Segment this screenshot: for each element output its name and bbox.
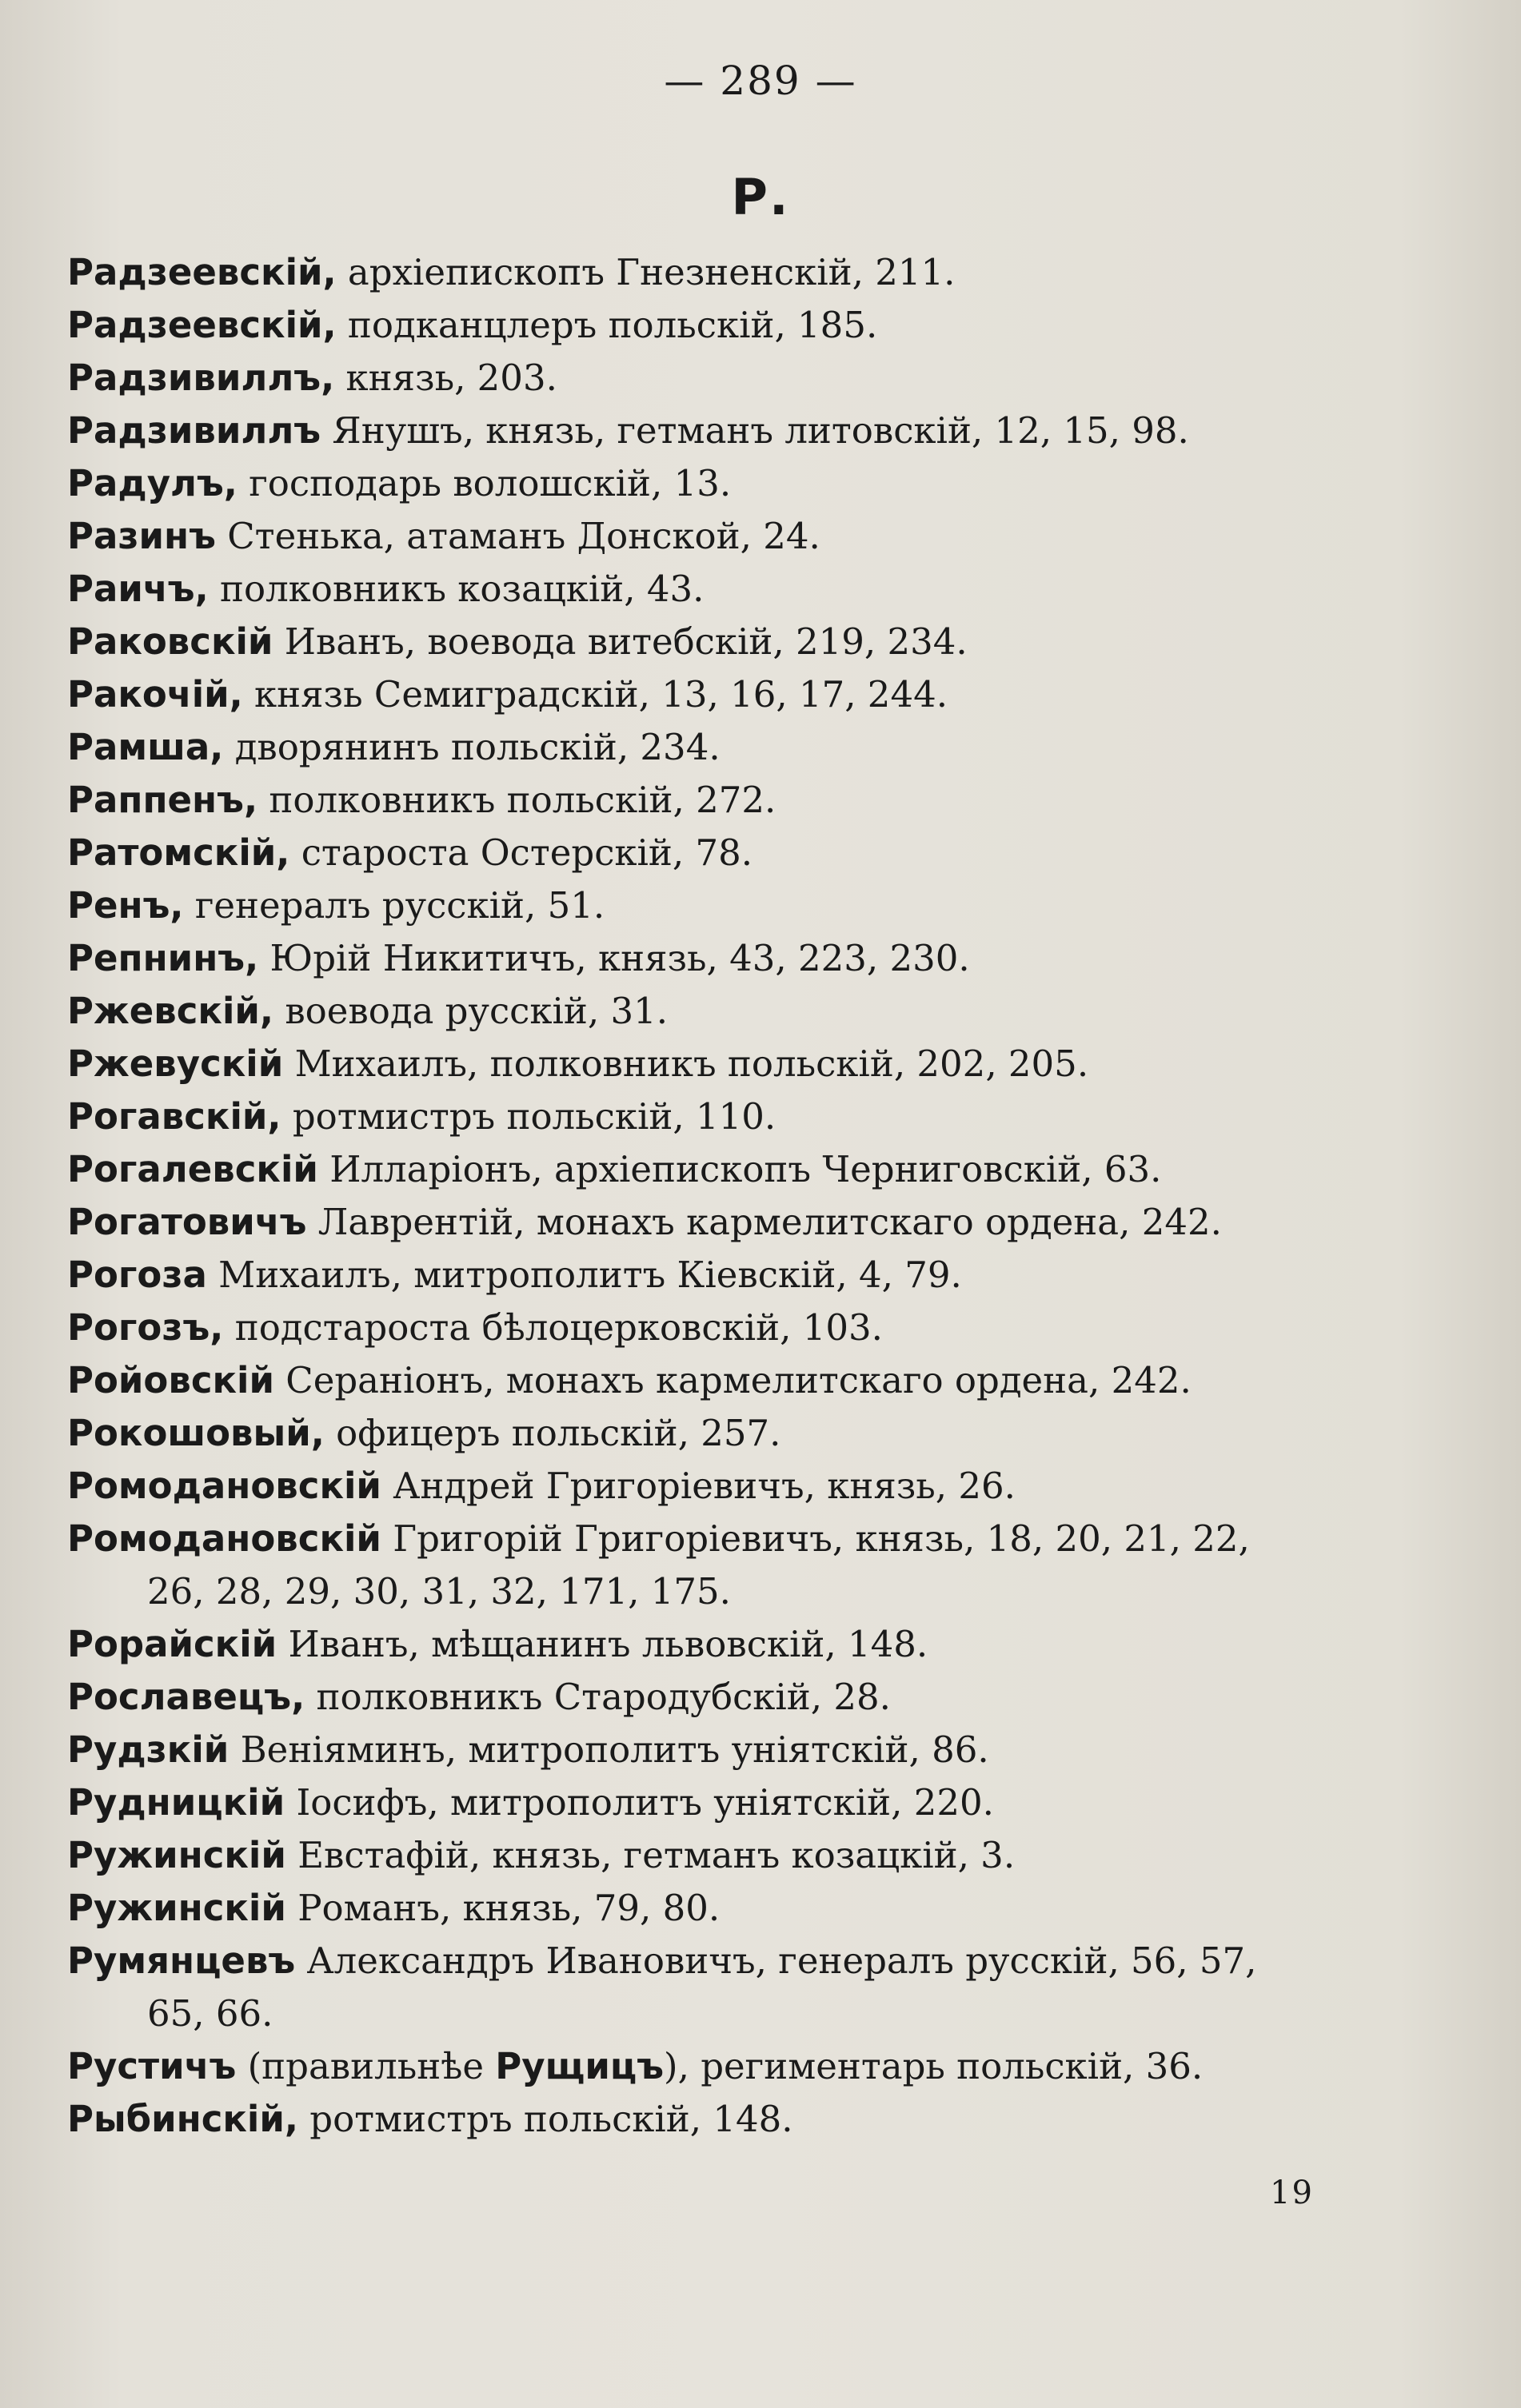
entry-headword: Ройовскій — [67, 1359, 274, 1401]
entry-headword: Радулъ, — [67, 462, 238, 504]
entry-headword-alt: Рущицъ — [495, 2045, 665, 2087]
entry-text: князь Семиградскій, 13, 16, 17, 244. — [242, 673, 948, 716]
index-entry — [67, 2040, 1427, 2093]
entry-headword: Ружинскій — [67, 1834, 286, 1876]
index-entry — [67, 1090, 1427, 1143]
entry-continuation: 26, 28, 29, 30, 31, 32, 171, 175. — [147, 1570, 731, 1613]
entry-text: (правильнѣе — [236, 2045, 496, 2087]
section-letter: Р. — [731, 168, 790, 226]
index-entry — [67, 668, 1427, 721]
page-number: — 289 — — [664, 58, 857, 104]
entry-text: офицеръ польскій, 257. — [324, 1412, 781, 1454]
index-entry — [67, 1302, 1427, 1354]
entry-headword: Разинъ — [67, 515, 216, 557]
entry-text: Евстафій, князь, гетманъ козацкій, 3. — [285, 1834, 1016, 1876]
entry-headword: Рокошовый, — [67, 1412, 325, 1454]
entry-headword: Рамша, — [67, 726, 224, 768]
entry-headword: Рославецъ, — [67, 1676, 305, 1718]
entry-headword: Радзивиллъ, — [67, 357, 335, 399]
index-entry — [67, 510, 1427, 563]
entry-headword: Репнинъ, — [67, 937, 259, 979]
entry-text: дворянинъ польскій, 234. — [223, 726, 721, 768]
entry-text: князь, 203. — [334, 357, 557, 399]
index-entry — [67, 1249, 1427, 1302]
entry-text: полковникъ польскій, 272. — [257, 779, 776, 821]
entry-headword: Ратомскій, — [67, 831, 290, 874]
index-entry — [67, 932, 1427, 985]
entry-headword: Рудзкій — [67, 1728, 230, 1771]
entry-headword: Раичъ, — [67, 568, 209, 610]
entry-text: генералъ русскій, 51. — [183, 884, 605, 927]
index-entry — [67, 299, 1427, 352]
entry-headword: Раковскій — [67, 620, 273, 663]
entry-text: Михаилъ, полковникъ польскій, 202, 205. — [283, 1043, 1089, 1085]
index-entry — [67, 1882, 1427, 1935]
entry-text: архіепископъ Гнезненскій, 211. — [336, 251, 956, 293]
index-entry — [67, 1354, 1427, 1407]
entry-text: подканцлеръ польскій, 185. — [336, 304, 878, 346]
entry-headword: Рогозъ, — [67, 1306, 224, 1349]
entry-text: Веніяминъ, митрополитъ уніятскій, 86. — [229, 1728, 989, 1771]
index-entry — [67, 563, 1427, 616]
entry-text: Илларіонъ, архіепископъ Черниговскій, 63. — [317, 1148, 1162, 1190]
entry-text: полковникъ козацкій, 43. — [208, 568, 705, 610]
entry-text: ротмистръ польскій, 148. — [297, 2098, 793, 2140]
entry-headword: Рогалевскій — [67, 1148, 318, 1190]
entry-headword: Радзивиллъ — [67, 409, 321, 452]
index-entry — [67, 616, 1427, 668]
entry-text: ротмистръ польскій, 110. — [281, 1095, 776, 1138]
entry-headword: Рогатовичъ — [67, 1201, 307, 1243]
entry-text-tail: ), региментарь польскій, 36. — [664, 2045, 1204, 2087]
entry-text: господарь волошскій, 13. — [237, 462, 732, 504]
entry-text: Андрей Григоріевичъ, князь, 26. — [381, 1465, 1016, 1507]
entry-text: Иванъ, воевода витебскій, 219, 234. — [273, 620, 968, 663]
entry-text: Янушъ, князь, гетманъ литовскій, 12, 15, 98. — [321, 409, 1189, 452]
entry-text: воевода русскій, 31. — [273, 990, 669, 1032]
index-entry — [67, 1407, 1427, 1460]
signature-mark: 19 — [1270, 2175, 1314, 2211]
entry-text: Іосифъ, митрополитъ уніятскій, 220. — [285, 1781, 994, 1824]
entry-text: Михаилъ, митрополитъ Кіевскій, 4, 79. — [206, 1254, 962, 1296]
entry-headword: Рудницкій — [67, 1781, 285, 1824]
entry-headword: Радзеевскій, — [67, 304, 337, 346]
index-entry — [67, 721, 1427, 774]
entry-headword: Румянцевъ — [67, 1940, 296, 1982]
entry-text: Стенька, атаманъ Донской, 24. — [215, 515, 820, 557]
entry-headword: Рогавскій, — [67, 1095, 281, 1138]
entry-text: староста Остерскій, 78. — [289, 831, 753, 874]
index-entry — [67, 774, 1427, 827]
index-entry — [67, 352, 1427, 405]
index-entry — [67, 1196, 1427, 1249]
index-entry — [67, 246, 1427, 299]
entry-text: Сераніонъ, монахъ кармелитскаго ордена, 242. — [274, 1359, 1192, 1401]
entry-headword: Ржевскій, — [67, 990, 274, 1032]
entry-text: Юрій Никитичъ, князь, 43, 223, 230. — [258, 937, 970, 979]
entry-headword: Раппенъ, — [67, 779, 258, 821]
entry-headword: Радзеевскій, — [67, 251, 337, 293]
entry-headword: Рорайскій — [67, 1623, 277, 1665]
entry-headword: Ружинскій — [67, 1887, 286, 1929]
index-entry — [67, 457, 1427, 510]
entry-headword: Рустичъ — [67, 2045, 237, 2087]
index-entry — [67, 1935, 1427, 2040]
entry-headword: Ромодановскій — [67, 1465, 381, 1507]
index-entry — [67, 1724, 1427, 1776]
entry-headword: Ржевускій — [67, 1043, 284, 1085]
index-entry — [67, 879, 1427, 932]
index-entry — [67, 985, 1427, 1038]
index-entry — [67, 1460, 1427, 1513]
entry-text: Лаврентій, монахъ кармелитскаго ордена, 242. — [306, 1201, 1222, 1243]
entry-headword: Рыбинскій, — [67, 2098, 298, 2140]
entry-continuation: 65, 66. — [147, 1992, 273, 2035]
index-entry — [67, 1513, 1427, 1618]
entry-headword: Рогоза — [67, 1254, 207, 1296]
index-entry — [67, 827, 1427, 879]
index-entry-list — [67, 246, 1427, 2146]
entry-text: Романъ, князь, 79, 80. — [285, 1887, 721, 1929]
entry-text: подстароста бѣлоцерковскій, 103. — [223, 1306, 883, 1349]
entry-headword: Ракочій, — [67, 673, 243, 716]
index-entry — [67, 1671, 1427, 1724]
index-entry — [67, 1143, 1427, 1196]
index-entry — [67, 1829, 1427, 1882]
index-entry — [67, 1038, 1427, 1090]
entry-text: полковникъ Стародубскій, 28. — [305, 1676, 891, 1718]
entry-headword: Ромодановскій — [67, 1517, 381, 1560]
index-entry — [67, 1776, 1427, 1829]
index-entry — [67, 1618, 1427, 1671]
index-entry — [67, 2093, 1427, 2146]
entry-text: Александръ Ивановичъ, генералъ русскій, 56, 57, — [295, 1940, 1257, 1982]
entry-text: Иванъ, мѣщанинъ львовскій, 148. — [277, 1623, 928, 1665]
entry-headword: Ренъ, — [67, 884, 184, 927]
entry-text: Григорій Григоріевичъ, князь, 18, 20, 21, 22, — [381, 1517, 1250, 1560]
index-entry — [67, 405, 1427, 457]
